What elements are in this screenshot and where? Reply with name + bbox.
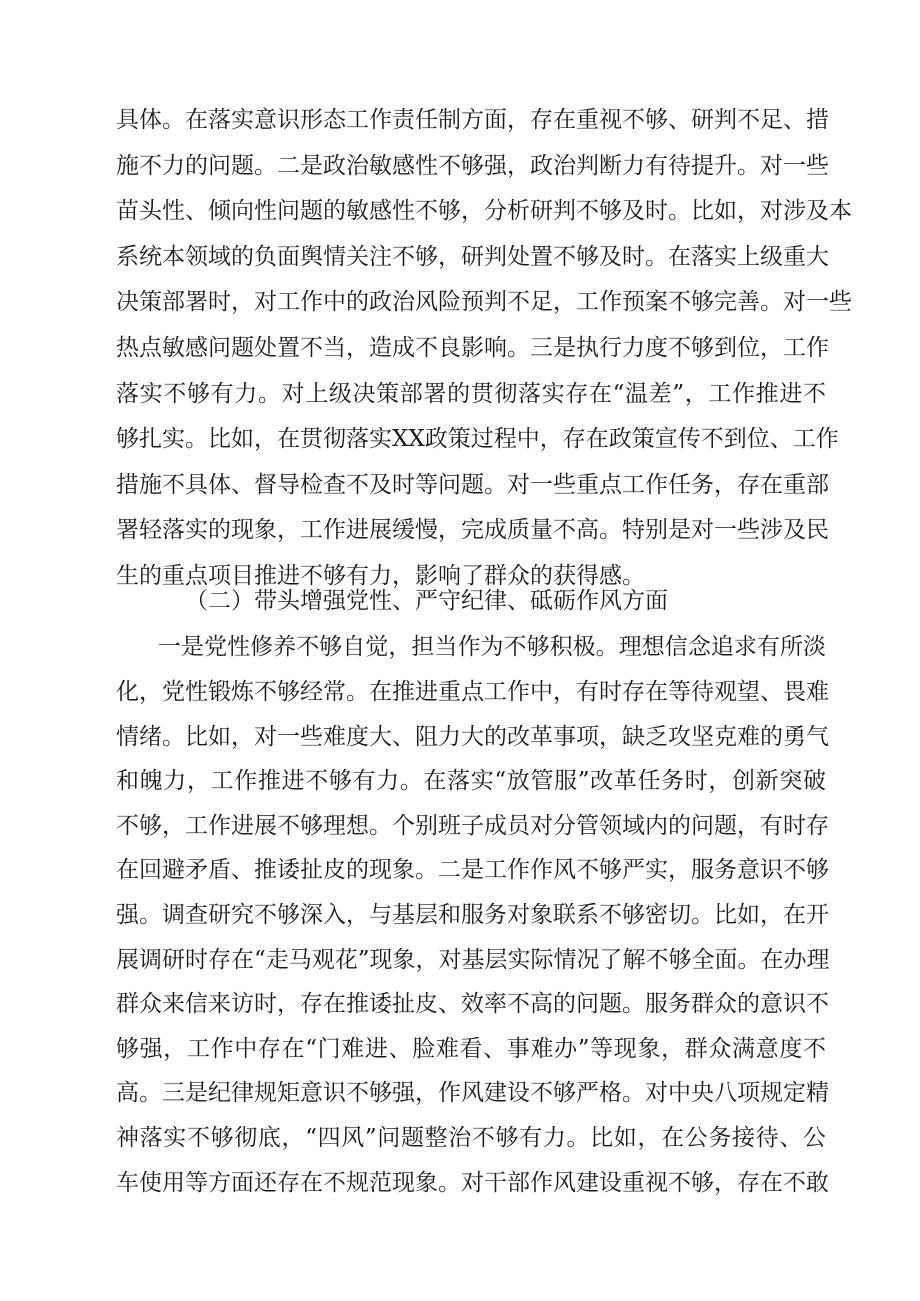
section-heading: （二）带头增强党性、严守纪律、砥砺作风方面 [185,588,668,614]
paragraph-line: 署轻落实的现象，工作进展缓慢，完成质量不高。特别是对一些涉及民 [116,517,829,543]
paragraph-line: 情绪。比如，对一些难度大、阻力大的改革事项，缺乏攻坚克难的勇气 [116,724,829,750]
paragraph-line: 群众来信来访时，存在推诿扯皮、效率不高的问题。服务群众的意识不 [116,991,829,1017]
paragraph-line: 热点敏感问题处置不当，造成不良影响。三是执行力度不够到位，工作 [116,335,829,361]
paragraph-line: 在回避矛盾、推诿扯皮的现象。二是工作作风不够严实，服务意识不够 [116,857,829,883]
paragraph-line: 决策部署时，对工作中的政治风险预判不足，工作预案不够完善。对一些 [116,289,852,315]
paragraph-line: 生的重点项目推进不够有力，影响了群众的获得感。 [116,563,645,589]
paragraph-line: 车使用等方面还存在不规范现象。对干部作风建设重视不够，存在不敢 [116,1170,829,1196]
paragraph-line: 化，党性锻炼不够经常。在推进重点工作中，有时存在等待观望、畏难 [116,679,829,705]
paragraph-line: 不够，工作进展不够理想。个别班子成员对分管领域内的问题，有时存 [116,813,829,839]
paragraph-line: 高。三是纪律规矩意识不够强，作风建设不够严格。对中央八项规定精 [116,1080,829,1106]
paragraph-line: 施不力的问题。二是政治敏感性不够强，政治判断力有待提升。对一些 [116,153,829,179]
paragraph-line: 苗头性、倾向性问题的敏感性不够，分析研判不够及时。比如，对涉及本 [116,198,852,224]
paragraph-line: 展调研时存在“走马观花”现象，对基层实际情况了解不够全面。在办理 [116,947,830,973]
paragraph-line: 神落实不够彻底，“四风”问题整治不够有力。比如，在公务接待、公 [116,1125,826,1151]
paragraph-line: 强。调查研究不够深入，与基层和服务对象联系不够密切。比如，在开 [116,902,829,928]
paragraph-line: 一是党性修养不够自觉，担当作为不够积极。理想信念追求有所淡 [158,634,826,660]
paragraph-line: 系统本领域的负面舆情关注不够，研判处置不够及时。在落实上级重大 [116,244,829,270]
paragraph-line: 措施不具体、督导检查不及时等问题。对一些重点工作任务，存在重部 [116,472,829,498]
paragraph-line: 落实不够有力。对上级决策部署的贯彻落实存在“温差”，工作推进不 [116,381,826,407]
paragraph-line: 够扎实。比如，在贯彻落实XX政策过程中，存在政策宣传不到位、工作 [116,426,839,452]
paragraph-line: 够强，工作中存在“门难进、脸难看、事难办”等现象，群众满意度不 [116,1036,826,1062]
paragraph-line: 和魄力，工作推进不够有力。在落实“放管服”改革任务时，创新突破 [116,768,826,794]
paragraph-line: 具体。在落实意识形态工作责任制方面，存在重视不够、研判不足、措 [116,107,829,133]
